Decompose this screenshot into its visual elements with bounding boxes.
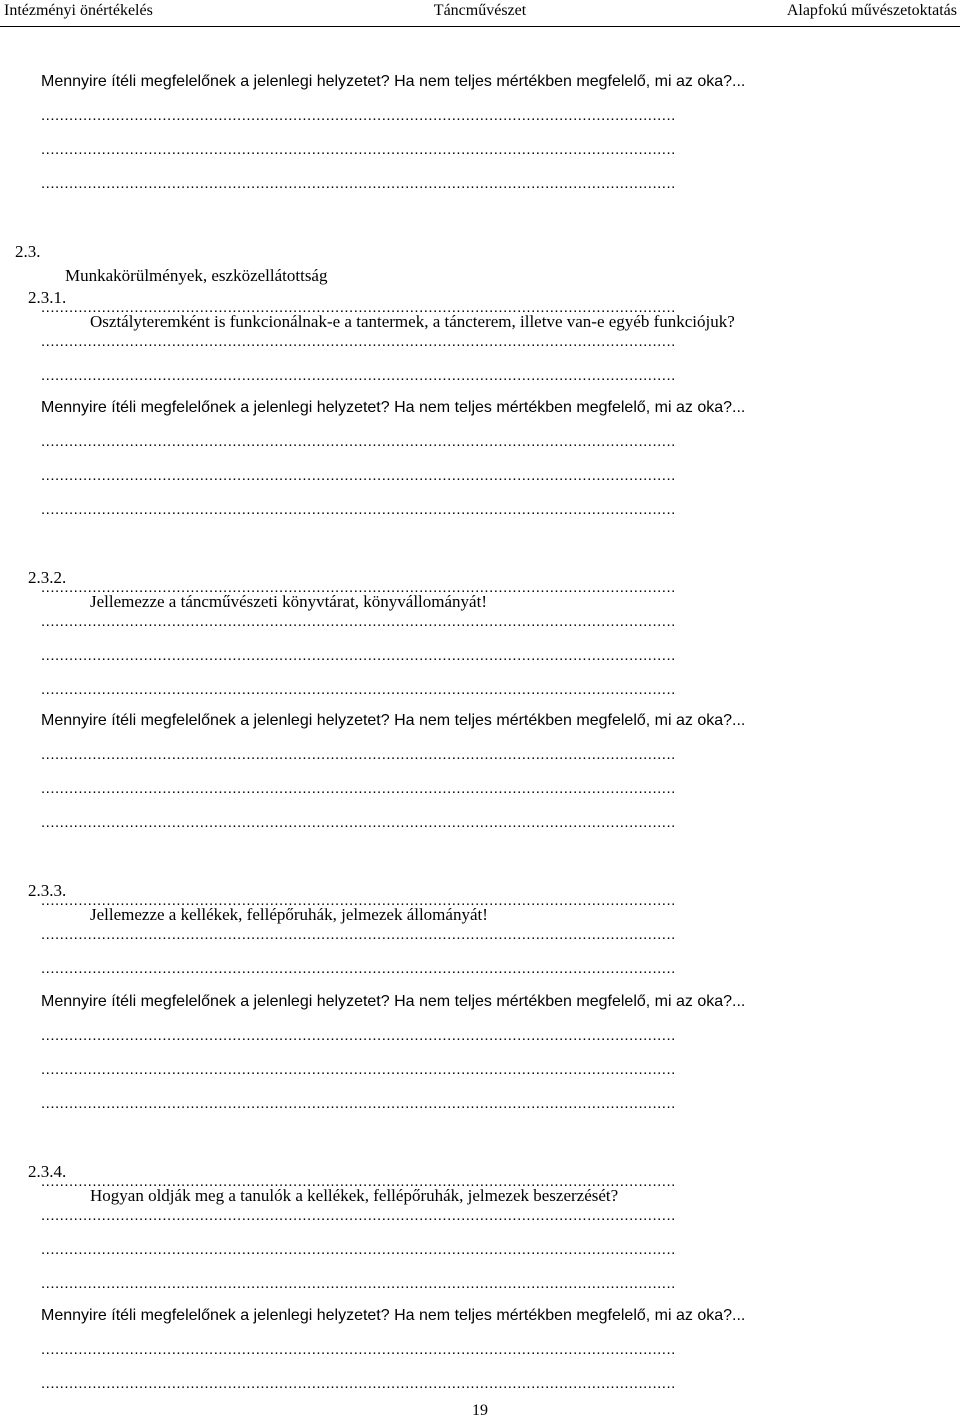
answer-line: ........................................................................................................................................: [41, 107, 676, 124]
question-line: Mennyire ítéli megfelelőnek a jelenlegi helyzetet? Ha nem teljes mértékben megfelelő, mi az oka?...: [41, 993, 746, 1010]
answer-line: ........................................................................................................................................: [41, 746, 676, 763]
answer-line: ........................................................................................................................................: [41, 1095, 676, 1112]
answer-line: ........................................................................................................................................: [41, 141, 676, 158]
answer-line: ........................................................................................................................................: [41, 175, 676, 192]
answer-line: ........................................................................................................................................: [41, 647, 676, 664]
subsection-heading: 2.3.1. Osztályteremként is funkcionálnak-e a tantermek, a táncterem, illetve van-e egyéb funkciójuk?: [28, 288, 735, 331]
answer-line: ........................................................................................................................................: [41, 1173, 676, 1190]
page-header: [0, 0, 960, 27]
answer-line: ........................................................................................................................................: [41, 1027, 676, 1044]
question-line: Mennyire ítéli megfelelőnek a jelenlegi helyzetet? Ha nem teljes mértékben megfelelő, mi az oka?...: [41, 712, 746, 729]
answer-line: ........................................................................................................................................: [41, 579, 676, 596]
answer-line: ........................................................................................................................................: [41, 1275, 676, 1292]
header-center: Táncművészet: [433, 2, 527, 19]
answer-line: ........................................................................................................................................: [41, 681, 676, 698]
subsection-heading: 2.3.4. Hogyan oldják meg a tanulók a kellékek, fellépőruhák, jelmezek beszerzését?: [28, 1162, 619, 1205]
answer-line: ........................................................................................................................................: [41, 299, 676, 316]
answer-line: ........................................................................................................................................: [41, 501, 676, 518]
question-line: Mennyire ítéli megfelelőnek a jelenlegi helyzetet? Ha nem teljes mértékben megfelelő, mi az oka?...: [41, 399, 746, 416]
answer-line: ........................................................................................................................................: [41, 1207, 676, 1224]
answer-line: ........................................................................................................................................: [41, 1341, 676, 1358]
page-number: 19: [472, 1402, 488, 1419]
subsection-heading: 2.3.2. Jellemezze a táncművészeti könyvtárat, könyvállományát!: [28, 568, 487, 611]
question-line: Mennyire ítéli megfelelőnek a jelenlegi helyzetet? Ha nem teljes mértékben megfelelő, mi az oka?...: [41, 73, 746, 90]
answer-line: ........................................................................................................................................: [41, 892, 676, 909]
answer-line: ........................................................................................................................................: [41, 814, 676, 831]
subsection-heading: 2.3.3. Jellemezze a kellékek, fellépőruhák, jelmezek állományát!: [28, 881, 488, 924]
answer-line: ........................................................................................................................................: [41, 1241, 676, 1258]
answer-line: ........................................................................................................................................: [41, 613, 676, 630]
answer-line: ........................................................................................................................................: [41, 367, 676, 384]
section-heading: 2.3. Munkakörülmények, eszközellátottság: [15, 242, 328, 285]
answer-line: ........................................................................................................................................: [41, 1061, 676, 1078]
answer-line: ........................................................................................................................................: [41, 333, 676, 350]
answer-line: ........................................................................................................................................: [41, 1375, 676, 1392]
answer-line: ........................................................................................................................................: [41, 780, 676, 797]
question-line: Mennyire ítéli megfelelőnek a jelenlegi helyzetet? Ha nem teljes mértékben megfelelő, mi az oka?...: [41, 1307, 746, 1324]
answer-line: ........................................................................................................................................: [41, 926, 676, 943]
answer-line: ........................................................................................................................................: [41, 960, 676, 977]
answer-line: ........................................................................................................................................: [41, 433, 676, 450]
header-left: Intézményi önértékelés: [4, 2, 153, 19]
answer-line: ........................................................................................................................................: [41, 467, 676, 484]
header-right: Alapfokú művészetoktatás: [786, 2, 957, 19]
